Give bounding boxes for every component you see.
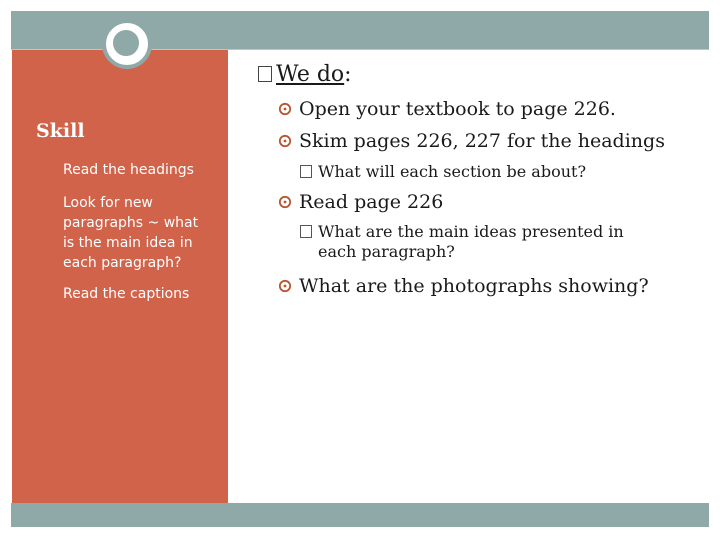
bullet-photographs <box>278 274 649 298</box>
ring-bullet-icon <box>278 134 292 148</box>
sidebar-item-read-headings: Read the headings <box>63 162 194 178</box>
slide-title-suffix: : <box>344 62 352 87</box>
ring-ornament-inner <box>109 26 143 60</box>
ring-bullet-icon <box>278 195 292 209</box>
checkbox-bullet-icon <box>300 165 312 178</box>
bullet-text: What are the photographs showing? <box>299 275 649 297</box>
checkbox-bullet-icon <box>300 225 312 238</box>
subbullet-text-line1: What are the main ideas presented in <box>318 222 624 241</box>
bullet-text: Read page 226 <box>299 191 444 213</box>
slide-title <box>258 62 352 87</box>
subbullet-each-section <box>300 162 660 182</box>
ring-bullet-icon <box>278 102 292 116</box>
checkbox-bullet-icon <box>258 66 272 82</box>
bullet-text: Skim pages 226, 227 for the headings <box>299 130 665 152</box>
ring-bullet-icon <box>278 279 292 293</box>
sidebar-item-new-paragraphs: Look for new paragraphs ~ what is the main idea in each paragraph? <box>63 195 199 271</box>
bullet-skim-pages <box>278 129 665 153</box>
bullet-read-page <box>278 190 443 214</box>
subbullet-text-line2: each paragraph? <box>318 242 455 261</box>
bullet-open-textbook <box>278 97 616 121</box>
left-panel <box>12 50 228 503</box>
sidebar-title: Skill <box>36 120 85 142</box>
slide-title-underlined: We do <box>276 62 345 87</box>
subbullet-text: What will each section be about? <box>318 162 587 181</box>
bottom-band <box>11 503 709 527</box>
bullet-text: Open your textbook to page 226. <box>299 98 616 120</box>
sidebar-item-read-captions: Read the captions <box>63 286 190 302</box>
subbullet-main-ideas <box>300 222 660 262</box>
